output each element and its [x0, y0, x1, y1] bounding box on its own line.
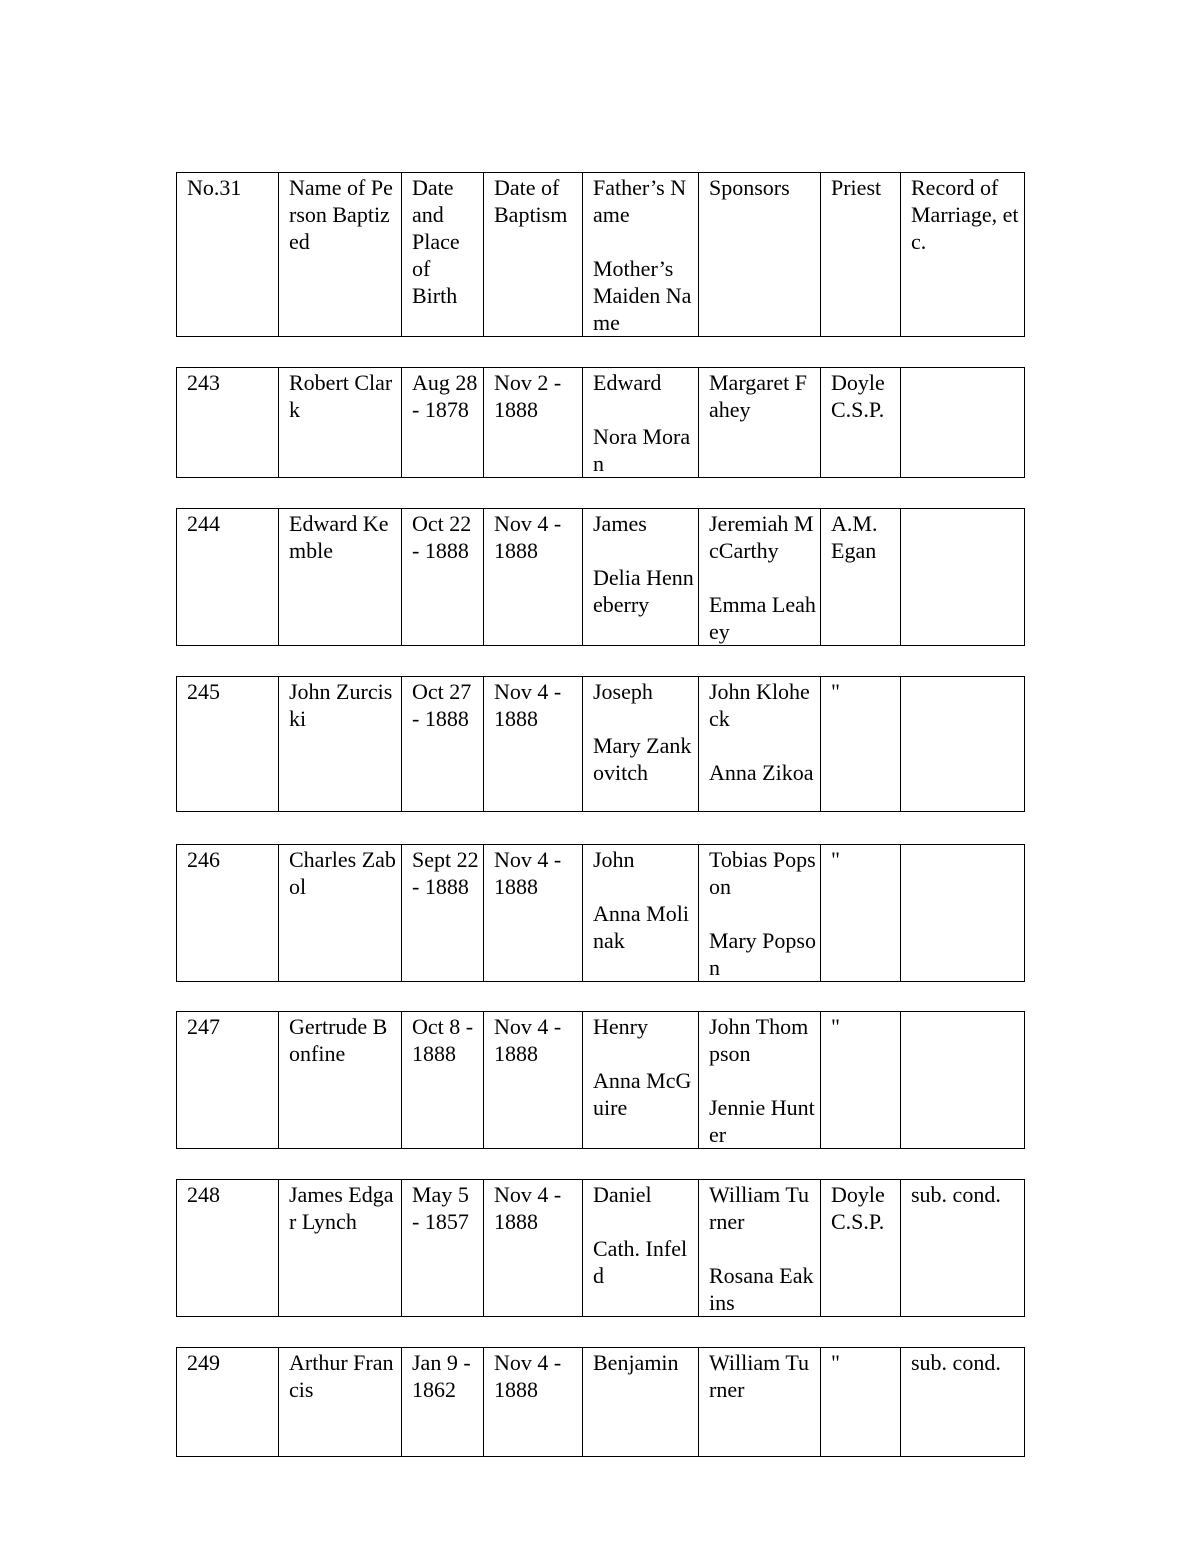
record-table-245 — [176, 676, 1025, 812]
record-number: 244 — [177, 509, 279, 646]
record-number: 243 — [177, 368, 279, 478]
parents: John Anna Molinak — [583, 845, 699, 982]
birth-date: May 5 - 1857 — [402, 1180, 484, 1317]
record-number: 247 — [177, 1012, 279, 1149]
sponsors: Tobias Popson Mary Popson — [699, 845, 821, 982]
table-row — [177, 1012, 1025, 1149]
person-name: Arthur Francis — [279, 1348, 402, 1457]
sponsors: Margaret Fahey — [699, 368, 821, 478]
sponsors: John Kloheck Anna Zikoa — [699, 677, 821, 812]
header-priest: Priest — [821, 173, 901, 337]
person-name: Robert Clark — [279, 368, 402, 478]
record-table-248 — [176, 1179, 1025, 1317]
priest: Doyle C.S.P. — [821, 368, 901, 478]
record-number: 248 — [177, 1180, 279, 1317]
sponsors: John Thompson Jennie Hunter — [699, 1012, 821, 1149]
priest: " — [821, 1348, 901, 1457]
parents: Joseph Mary Zankovitch — [583, 677, 699, 812]
record-table-244 — [176, 508, 1025, 646]
table-row — [177, 845, 1025, 982]
record-table-249 — [176, 1347, 1025, 1457]
register-header-table — [176, 172, 1025, 337]
birth-date: Oct 8 - 1888 — [402, 1012, 484, 1149]
priest: Doyle C.S.P. — [821, 1180, 901, 1317]
priest: " — [821, 1012, 901, 1149]
baptism-date: Nov 4 - 1888 — [484, 845, 583, 982]
header-number: No.31 — [177, 173, 279, 337]
marriage-record — [901, 1012, 1025, 1149]
birth-date: Aug 28 - 1878 — [402, 368, 484, 478]
marriage-record — [901, 677, 1025, 812]
person-name: Charles Zabol — [279, 845, 402, 982]
baptism-date: Nov 2 - 1888 — [484, 368, 583, 478]
priest: " — [821, 677, 901, 812]
header-birth: Date and Place of Birth — [402, 173, 484, 337]
person-name: John Zurciski — [279, 677, 402, 812]
record-table-247 — [176, 1011, 1025, 1149]
birth-date: Oct 22 - 1888 — [402, 509, 484, 646]
table-row — [177, 1348, 1025, 1457]
baptism-date: Nov 4 - 1888 — [484, 1180, 583, 1317]
birth-date: Oct 27 - 1888 — [402, 677, 484, 812]
birth-date: Sept 22 - 1888 — [402, 845, 484, 982]
sponsors: William Turner Rosana Eakins — [699, 1180, 821, 1317]
header-parents: Father’s Name Mother’s Maiden Name — [583, 173, 699, 337]
priest: A.M. Egan — [821, 509, 901, 646]
baptism-date: Nov 4 - 1888 — [484, 509, 583, 646]
header-row — [177, 173, 1025, 337]
parents: Edward Nora Moran — [583, 368, 699, 478]
marriage-record — [901, 368, 1025, 478]
record-table-243 — [176, 367, 1025, 478]
person-name: James Edgar Lynch — [279, 1180, 402, 1317]
header-baptism: Date of Baptism — [484, 173, 583, 337]
table-row — [177, 368, 1025, 478]
person-name: Edward Kemble — [279, 509, 402, 646]
header-record: Record of Marriage, etc. — [901, 173, 1025, 337]
baptism-date: Nov 4 - 1888 — [484, 677, 583, 812]
record-number: 246 — [177, 845, 279, 982]
marriage-record — [901, 845, 1025, 982]
baptism-date: Nov 4 - 1888 — [484, 1348, 583, 1457]
table-row — [177, 509, 1025, 646]
header-name: Name of Person Baptized — [279, 173, 402, 337]
sponsors: Jeremiah McCarthy Emma Leahey — [699, 509, 821, 646]
parents: James Delia Henneberry — [583, 509, 699, 646]
table-row — [177, 1180, 1025, 1317]
sponsors: William Turner — [699, 1348, 821, 1457]
record-number: 249 — [177, 1348, 279, 1457]
record-number: 245 — [177, 677, 279, 812]
marriage-record: sub. cond. — [901, 1180, 1025, 1317]
priest: " — [821, 845, 901, 982]
parents: Daniel Cath. Infeld — [583, 1180, 699, 1317]
parents: Henry Anna McGuire — [583, 1012, 699, 1149]
table-row — [177, 677, 1025, 812]
baptism-date: Nov 4 - 1888 — [484, 1012, 583, 1149]
record-table-246 — [176, 844, 1025, 982]
header-sponsors: Sponsors — [699, 173, 821, 337]
birth-date: Jan 9 - 1862 — [402, 1348, 484, 1457]
marriage-record — [901, 509, 1025, 646]
person-name: Gertrude Bonfine — [279, 1012, 402, 1149]
marriage-record: sub. cond. — [901, 1348, 1025, 1457]
parents: Benjamin — [583, 1348, 699, 1457]
